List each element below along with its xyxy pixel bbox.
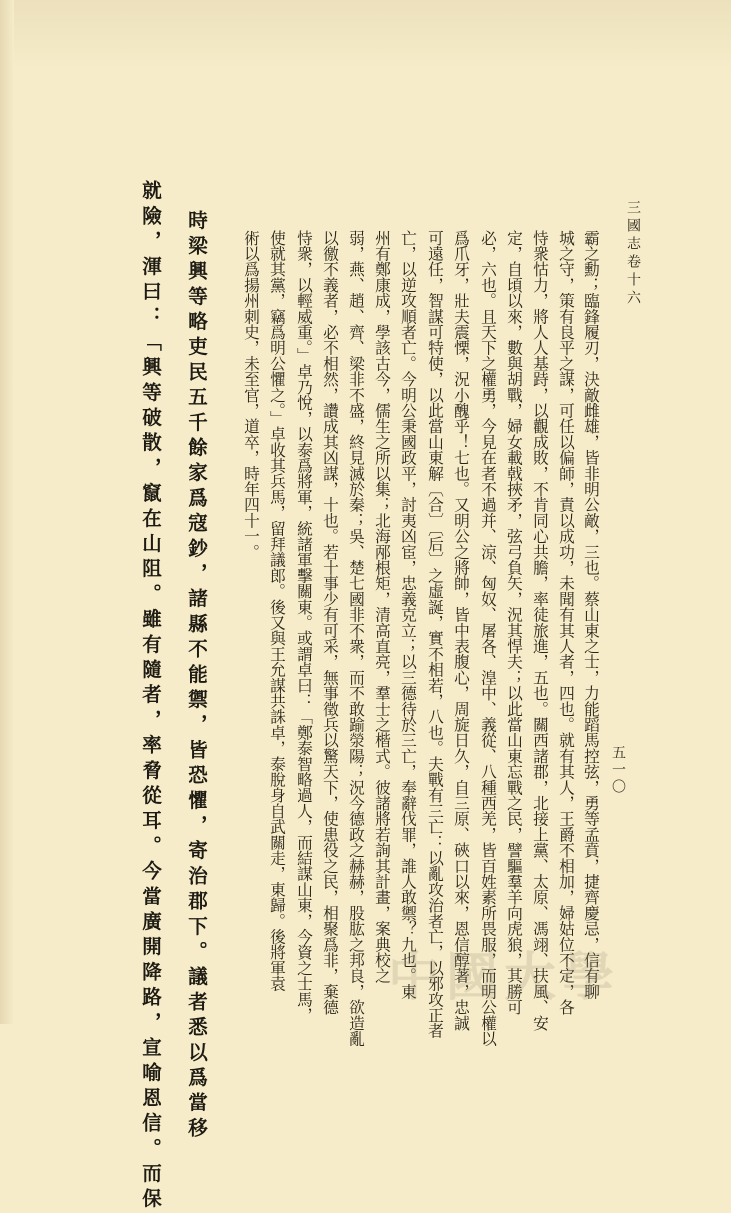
text-column-14: 術以爲揚州刺史，未至官，道卒，時年四十一。 [242,230,261,560]
text-column-10: 弱，燕、趙、齊、梁非不盛，終見滅於秦；吳、楚七國非不衆，而不敢踰滎陽；況今德政之赫赫，股肱之邦良，欲造亂 [347,230,366,1047]
page-number: 五一〇 [610,745,626,796]
watermark-stamp: 中國大學 [388,947,621,1008]
text-column-1: 霸之勳；臨鋒履刃，決敵雌雄，皆非明公敵，三也。蔡山東之士，力能蹈馬控弦，勇等孟賁，捷齊慶忌，信有聊 [582,230,601,1000]
scan-left-edge [0,0,14,1024]
main-text-column-1: 時梁興等略吏民五千餘家爲寇鈔，諸縣不能禦，皆恐懼，寄治郡下。議者悉以爲當移 [185,210,208,1143]
main-text-column-2: 就險，渾曰：「興等破散，竄在山阻。雖有隨者，率脅從耳。今當廣開降路，宣喻恩信。而保 [139,180,162,1213]
text-column-8: 亡，以逆攻順者亡。今明公秉國政平，討夷凶宦，忠義克立；以三德待於三亡，奉辭伐罪，誰人敢禦？九也。東 [399,230,418,1000]
text-column-13: 使就其黨，竊爲明公懼之。」卓收其兵馬，留拜議郎。後又與王允謀共誅卓，泰脫身自武關走，東歸。後將軍袁 [268,230,287,992]
text-column-9: 州有鄭康成，學該古今，儒生之所以集；北海邴根矩，清高直亮，羣士之楷式。彼諸將若詢其計畫，案典校之 [373,230,392,984]
text-column-11: 以徼不義者，必不相然，讚成其凶謀，十也。若十事少有可采，無事徵兵以驚天下，使患役之民，相聚爲非，棄德 [321,230,340,1015]
scan-top-edge [0,0,731,70]
text-column-2: 城之守，策有良平之謀，可任以偏師，責以成功，未聞有其人者，四也。就有其人，王爵不相加，婦姑位不定，各 [557,230,576,1015]
text-column-5: 必，六也。且天下之權勇，今見在者不過并、涼、匈奴、屠各、湟中、義從、八種西羌，皆百姓素所畏服，而明公權以 [479,230,498,1047]
text-column-12: 恃衆，以輕威重。」卓乃悅，以泰爲將軍，統諸軍擊關東。或謂卓曰：「鄭泰智略過人，而結謀山東，今資之士馬， [295,230,314,1023]
running-title: 三國志卷十六 [625,200,641,308]
text-column-7: 可遠任，智謀可特使，以此當山東解〔合〕〔后〕之虛誕，實不相若，八也。夫戰有三亡：以亂攻治者亡，以邪攻正者 [426,230,445,1039]
text-column-4: 定，自頃以來，數與胡戰，婦女載戟挾矛，弦弓負矢，況其悍夫；以此當山東忘戰之民，譬驅羣羊向虎狼，其勝可 [505,230,524,1015]
text-column-6: 爲爪牙，壯夫震慄，況小醜乎！七也。又明公之將帥，皆中表腹心，周旋日久，自三原、硤口以來，恩信醇著，忠誠 [452,230,471,1031]
text-column-3: 恃衆怙力，將人人基跱，以觀成敗，不肯同心共膽，率徒旅進，五也。關西諸郡，北接上黨、太原、馮翊、扶風、安 [531,230,550,1031]
